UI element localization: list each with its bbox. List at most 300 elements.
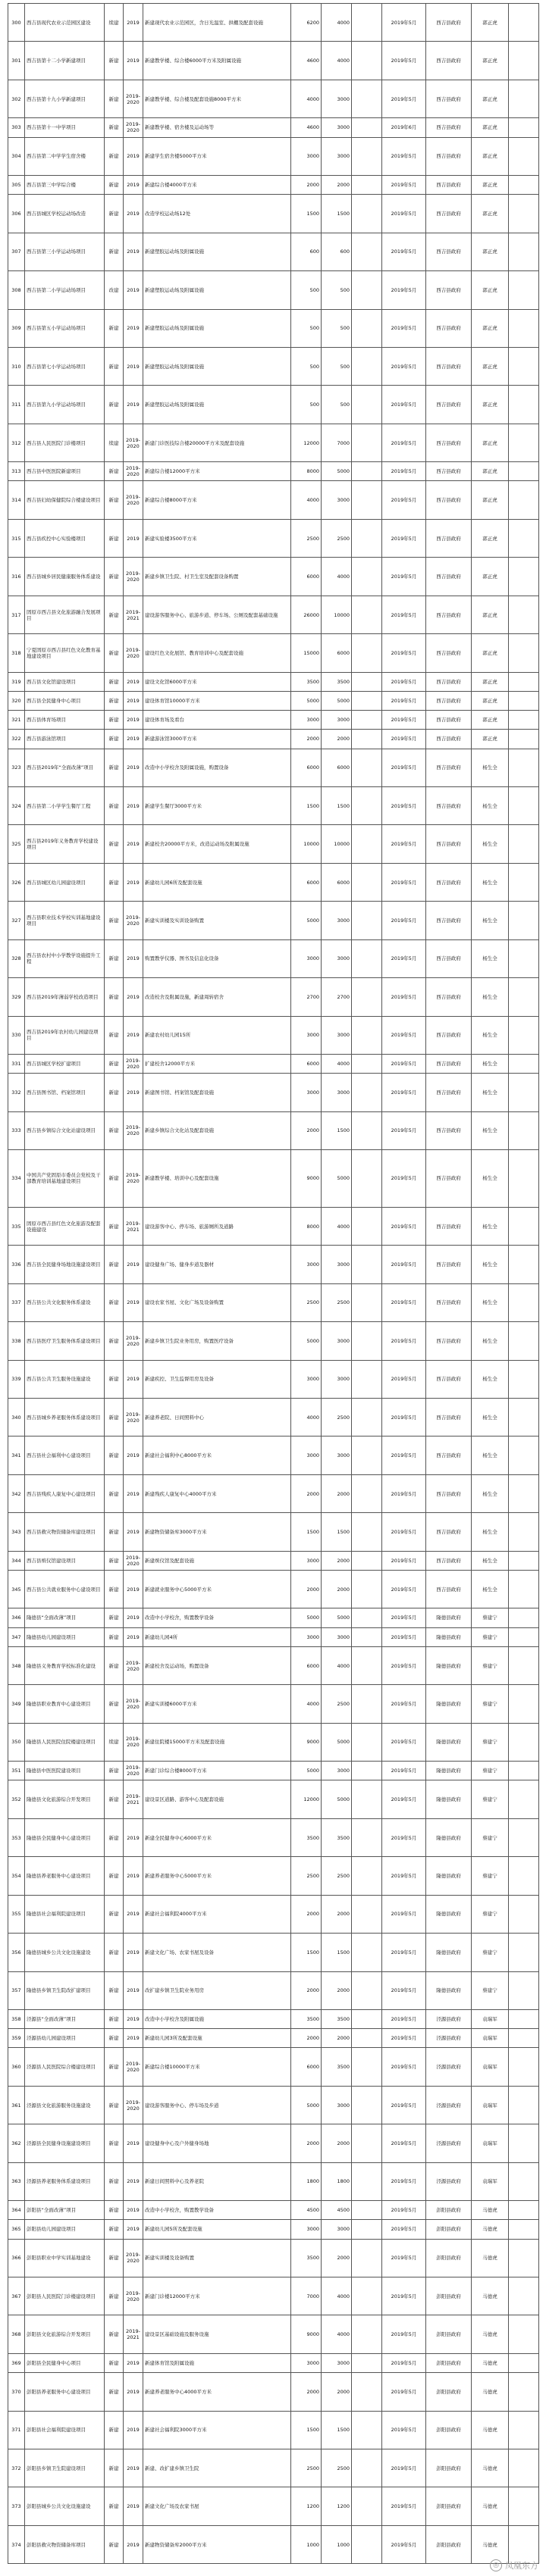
project-name: 西吉县图书馆、档案馆项目 [25, 1074, 105, 1111]
build-type: 新建 [105, 347, 124, 385]
build-period: 2019 [124, 1857, 143, 1895]
watermark [490, 2559, 538, 2571]
table-row [8, 1934, 539, 1971]
completed-investment [352, 2449, 382, 2487]
table-row [8, 80, 539, 117]
responsible-unit: 西吉县政府 [426, 1055, 472, 1074]
table-row [8, 1360, 539, 1398]
build-content: 建设游客中心、停车场、旅游厕所及道路 [143, 1207, 291, 1245]
blank-cell [509, 1436, 539, 1474]
build-type: 新建 [105, 1646, 124, 1684]
responsible-person: 郭正虎 [472, 730, 509, 749]
total-investment: 4600 [291, 118, 322, 137]
responsible-unit: 西吉县政府 [426, 939, 472, 977]
blank-cell [509, 1246, 539, 1283]
build-content: 新建实训楼6000平方米 [143, 1685, 291, 1723]
build-type: 新建 [105, 1283, 124, 1321]
total-investment: 15000 [291, 634, 322, 672]
build-content: 新建疾控、卫生监督用房及设备 [143, 1360, 291, 1398]
build-period: 2019-2020 [124, 1398, 143, 1436]
table-row [8, 1016, 539, 1054]
build-content: 新建全民健身中心6000平方米 [143, 1818, 291, 1856]
project-name: 泾源县“全面改薄”项目 [25, 2009, 105, 2028]
build-type: 新建 [105, 42, 124, 80]
build-content: 新建物资储备库3000平方米 [143, 1513, 291, 1551]
plan-investment: 500 [322, 386, 352, 424]
start-date: 2019年5月 [382, 1207, 426, 1245]
build-period: 2019-2020 [124, 1762, 143, 1780]
project-name: 隆德县养老服务中心建设项目 [25, 1857, 105, 1895]
blank-cell [509, 749, 539, 786]
table-row [8, 424, 539, 461]
responsible-person: 马德虎 [472, 2277, 509, 2315]
table-row [8, 634, 539, 672]
completed-investment [352, 2086, 382, 2124]
table-row [8, 2086, 539, 2124]
start-date: 2019年5月 [382, 1283, 426, 1321]
responsible-person: 杨生全 [472, 1322, 509, 1360]
responsible-unit: 隆德县政府 [426, 1895, 472, 1933]
responsible-unit: 隆德县政府 [426, 1857, 472, 1895]
start-date: 2019年5月 [382, 1857, 426, 1895]
table-row [8, 1207, 539, 1245]
build-type: 新建 [105, 2373, 124, 2411]
project-name: 泾源县幼儿园建设项目 [25, 2029, 105, 2048]
blank-cell [509, 1513, 539, 1551]
build-type: 新建 [105, 1436, 124, 1474]
responsible-person: 杨生全 [472, 749, 509, 786]
build-type: 新建 [105, 1016, 124, 1054]
table-row [8, 1723, 539, 1761]
completed-investment [352, 2239, 382, 2277]
start-date: 2019年5月 [382, 2009, 426, 2028]
table-row [8, 1627, 539, 1646]
row-number: 327 [8, 902, 25, 939]
row-number: 340 [8, 1398, 25, 1436]
total-investment: 2500 [291, 2449, 322, 2487]
plan-investment: 3000 [322, 1074, 352, 1111]
responsible-person: 马德虎 [472, 2487, 509, 2525]
build-period: 2019 [124, 386, 143, 424]
build-type: 续建 [105, 1723, 124, 1761]
total-investment: 8000 [291, 462, 322, 481]
completed-investment [352, 1283, 382, 1321]
blank-cell [509, 1646, 539, 1684]
row-number: 316 [8, 558, 25, 596]
total-investment: 2000 [291, 1570, 322, 1608]
responsible-person: 郭正虎 [472, 195, 509, 233]
plan-investment: 3000 [322, 2220, 352, 2239]
total-investment: 1500 [291, 2411, 322, 2449]
responsible-person: 蔡建宁 [472, 1608, 509, 1627]
table-row [8, 978, 539, 1016]
total-investment: 2000 [291, 1971, 322, 2009]
plan-investment: 2500 [322, 1283, 352, 1321]
responsible-unit: 泾源县政府 [426, 2048, 472, 2086]
responsible-person: 杨生全 [472, 786, 509, 824]
blank-cell [509, 1627, 539, 1646]
responsible-person: 袁瑞军 [472, 2162, 509, 2200]
row-number: 373 [8, 2487, 25, 2525]
completed-investment [352, 1111, 382, 1149]
blank-cell [509, 863, 539, 901]
build-type: 新建 [105, 519, 124, 557]
build-period: 2019 [124, 2353, 143, 2372]
plan-investment: 3000 [322, 711, 352, 730]
start-date: 2019年5月 [382, 2029, 426, 2048]
completed-investment [352, 1436, 382, 1474]
table-row [8, 1055, 539, 1074]
completed-investment [352, 519, 382, 557]
blank-cell [509, 634, 539, 672]
build-period: 2019 [124, 672, 143, 691]
blank-cell [509, 1780, 539, 1818]
build-period: 2019-2020 [124, 2048, 143, 2086]
responsible-person: 蔡建宁 [472, 1627, 509, 1646]
build-content: 改造中小学校舍及附属设施，购置设备 [143, 749, 291, 786]
responsible-unit: 泾源县政府 [426, 2009, 472, 2028]
build-period: 2019-2020 [124, 1055, 143, 1074]
build-period: 2019 [124, 2411, 143, 2449]
build-period: 2019 [124, 978, 143, 1016]
start-date: 2019年6月 [382, 118, 426, 137]
completed-investment [352, 1570, 382, 1608]
blank-cell [509, 137, 539, 175]
blank-cell [509, 1074, 539, 1111]
row-number: 320 [8, 691, 25, 710]
blank-cell [509, 558, 539, 596]
plan-investment: 2000 [322, 1895, 352, 1933]
plan-investment: 3000 [322, 481, 352, 519]
build-period: 2019-2020 [124, 1685, 143, 1723]
blank-cell [509, 1283, 539, 1321]
responsible-person: 蔡建宁 [472, 1685, 509, 1723]
build-content: 新建实训楼及实训设备购置 [143, 902, 291, 939]
responsible-unit: 西吉县政府 [426, 462, 472, 481]
total-investment: 500 [291, 309, 322, 347]
completed-investment [352, 175, 382, 194]
responsible-unit: 西吉县政府 [426, 424, 472, 461]
responsible-person: 袁瑞军 [472, 2124, 509, 2162]
total-investment: 2000 [291, 2029, 322, 2048]
completed-investment [352, 939, 382, 977]
responsible-person: 郭正虎 [472, 118, 509, 137]
responsible-person: 蔡建宁 [472, 1646, 509, 1684]
project-name: 西吉县现代农业示范园区建设 [25, 4, 105, 42]
project-name: 泾源县文化旅游服务设施建设 [25, 2086, 105, 2124]
responsible-person: 郭正虎 [472, 347, 509, 385]
blank-cell [509, 691, 539, 710]
start-date: 2019年5月 [382, 1780, 426, 1818]
responsible-unit: 西吉县政府 [426, 1150, 472, 1208]
responsible-unit: 西吉县政府 [426, 271, 472, 309]
build-content: 新建综合楼12000平方米 [143, 462, 291, 481]
row-number: 311 [8, 386, 25, 424]
row-number: 304 [8, 137, 25, 175]
build-type: 新建 [105, 1398, 124, 1436]
row-number: 313 [8, 462, 25, 481]
responsible-unit: 隆德县政府 [426, 1818, 472, 1856]
build-type: 新建 [105, 386, 124, 424]
total-investment: 6000 [291, 1646, 322, 1684]
project-name: 隆德县乡镇卫生院改扩建项目 [25, 1971, 105, 2009]
responsible-unit: 西吉县政府 [426, 596, 472, 633]
table-row [8, 2411, 539, 2449]
responsible-person: 郭正虎 [472, 691, 509, 710]
responsible-person: 郭正虎 [472, 711, 509, 730]
total-investment: 6000 [291, 2048, 322, 2086]
blank-cell [509, 4, 539, 42]
start-date: 2019年5月 [382, 1762, 426, 1780]
row-number: 330 [8, 1016, 25, 1054]
blank-cell [509, 1207, 539, 1245]
plan-investment: 4000 [322, 2315, 352, 2353]
responsible-person: 马德虎 [472, 2353, 509, 2372]
build-period: 2019 [124, 2009, 143, 2028]
responsible-person: 马德虎 [472, 2239, 509, 2277]
blank-cell [509, 118, 539, 137]
build-type: 新建 [105, 691, 124, 710]
blank-cell [509, 2162, 539, 2200]
responsible-unit: 西吉县政府 [426, 634, 472, 672]
build-type: 新建 [105, 2353, 124, 2372]
completed-investment [352, 2162, 382, 2200]
project-table [8, 3, 539, 2564]
blank-cell [509, 1551, 539, 1570]
start-date: 2019年5月 [382, 424, 426, 461]
plan-investment: 3000 [322, 1360, 352, 1398]
table-row [8, 137, 539, 175]
blank-cell [509, 978, 539, 1016]
start-date: 2019年5月 [382, 1627, 426, 1646]
row-number: 368 [8, 2315, 25, 2353]
project-name: 彭阳县人民医院门诊楼建设项目 [25, 2277, 105, 2315]
blank-cell [509, 1570, 539, 1608]
start-date: 2019年5月 [382, 1513, 426, 1551]
responsible-person: 郭正虎 [472, 424, 509, 461]
start-date: 2019年5月 [382, 175, 426, 194]
build-type: 新建 [105, 1818, 124, 1856]
responsible-person: 郭正虎 [472, 634, 509, 672]
row-number: 353 [8, 1818, 25, 1856]
build-period: 2019 [124, 1818, 143, 1856]
responsible-person: 杨生全 [472, 1474, 509, 1512]
row-number: 366 [8, 2239, 25, 2277]
total-investment: 8000 [291, 1207, 322, 1245]
build-content: 新建综合楼4000平方米 [143, 175, 291, 194]
project-name: 泾源县人民医院综合楼建设项目 [25, 2048, 105, 2086]
completed-investment [352, 1934, 382, 1971]
row-number: 354 [8, 1857, 25, 1895]
total-investment: 4000 [291, 80, 322, 117]
row-number: 358 [8, 2009, 25, 2028]
build-period: 2019 [124, 271, 143, 309]
plan-investment: 2000 [322, 730, 352, 749]
build-type: 新建 [105, 1246, 124, 1283]
build-type: 新建 [105, 80, 124, 117]
row-number: 359 [8, 2029, 25, 2048]
project-name: 西吉县中医医院新建项目 [25, 462, 105, 481]
build-content: 新建社会福利中心8000平方米 [143, 1436, 291, 1474]
build-period: 2019 [124, 1246, 143, 1283]
total-investment: 3500 [291, 2009, 322, 2028]
total-investment: 6000 [291, 558, 322, 596]
start-date: 2019年5月 [382, 749, 426, 786]
row-number: 319 [8, 672, 25, 691]
plan-investment: 3500 [322, 1818, 352, 1856]
build-content: 新建学生宿舍楼5000平方米 [143, 137, 291, 175]
plan-investment: 1500 [322, 2411, 352, 2449]
build-content: 新建教学楼、宿舍楼及运动场等 [143, 118, 291, 137]
responsible-person: 杨生全 [472, 1016, 509, 1054]
project-name: 隆德县文化旅游综合开发项目 [25, 1780, 105, 1818]
start-date: 2019年5月 [382, 672, 426, 691]
completed-investment [352, 711, 382, 730]
plan-investment: 4000 [322, 1207, 352, 1245]
blank-cell [509, 1111, 539, 1149]
total-investment: 1500 [291, 786, 322, 824]
plan-investment: 2000 [322, 2239, 352, 2277]
project-name: 西吉县全民健身场地设施建设项目 [25, 1246, 105, 1283]
build-content: 新建乡镇卫生院、村卫生室及配套设备购置 [143, 558, 291, 596]
responsible-person: 郭正虎 [472, 271, 509, 309]
build-period: 2019 [124, 42, 143, 80]
project-name: 西吉县2019年农村幼儿园建设项目 [25, 1016, 105, 1054]
build-period: 2019-2020 [124, 424, 143, 461]
build-content: 新建教学楼、综合楼6000平方米及附属设施 [143, 42, 291, 80]
build-period: 2019-2020 [124, 1723, 143, 1761]
build-period: 2019 [124, 1283, 143, 1321]
plan-investment: 2500 [322, 1685, 352, 1723]
build-content: 新建残疾人康复中心4000平方米 [143, 1474, 291, 1512]
table-row [8, 1436, 539, 1474]
row-number: 312 [8, 424, 25, 461]
completed-investment [352, 902, 382, 939]
row-number: 308 [8, 271, 25, 309]
table-row [8, 1111, 539, 1149]
total-investment: 6000 [291, 1055, 322, 1074]
project-name: 隆德县义务教育学校标准化建设 [25, 1646, 105, 1684]
start-date: 2019年5月 [382, 2525, 426, 2563]
build-content: 新建乡镇综合文化站及配套设施 [143, 1111, 291, 1149]
row-number: 345 [8, 1570, 25, 1608]
project-name: 西吉县城区学校运动场改造 [25, 195, 105, 233]
total-investment: 2000 [291, 2124, 322, 2162]
blank-cell [509, 730, 539, 749]
build-period: 2019-2021 [124, 2315, 143, 2353]
build-type: 改建 [105, 271, 124, 309]
responsible-unit: 泾源县政府 [426, 2124, 472, 2162]
table-row [8, 2449, 539, 2487]
table-row [8, 825, 539, 863]
row-number: 344 [8, 1551, 25, 1570]
responsible-person: 郭正虎 [472, 519, 509, 557]
build-type: 新建 [105, 1474, 124, 1512]
start-date: 2019年5月 [382, 2086, 426, 2124]
start-date: 2019年5月 [382, 1150, 426, 1208]
blank-cell [509, 902, 539, 939]
build-type: 新建 [105, 902, 124, 939]
project-name: 西吉县第七小学运动场项目 [25, 347, 105, 385]
responsible-person: 杨生全 [472, 1246, 509, 1283]
responsible-person: 杨生全 [472, 863, 509, 901]
plan-investment: 4500 [322, 2201, 352, 2220]
responsible-person: 郭正虎 [472, 80, 509, 117]
row-number: 363 [8, 2162, 25, 2200]
project-name: 隆德县人民医院住院楼建设项目 [25, 1723, 105, 1761]
table-row [8, 1150, 539, 1208]
responsible-person: 蔡建宁 [472, 1762, 509, 1780]
build-type: 新建 [105, 1513, 124, 1551]
responsible-person: 马德虎 [472, 2525, 509, 2563]
table-row [8, 2220, 539, 2239]
table-row [8, 347, 539, 385]
total-investment: 4000 [291, 481, 322, 519]
build-content: 建设农家书屋、文化广场及设备购置 [143, 1283, 291, 1321]
start-date: 2019年5月 [382, 2487, 426, 2525]
total-investment: 600 [291, 233, 322, 270]
responsible-person: 郭正虎 [472, 481, 509, 519]
total-investment: 2000 [291, 1895, 322, 1933]
responsible-person: 杨生全 [472, 1551, 509, 1570]
total-investment: 9000 [291, 2315, 322, 2353]
responsible-unit: 西吉县政府 [426, 233, 472, 270]
responsible-unit: 西吉县政府 [426, 386, 472, 424]
plan-investment: 1500 [322, 1111, 352, 1149]
blank-cell [509, 2487, 539, 2525]
build-content: 改造中小学校舍，购置教学设备 [143, 2201, 291, 2220]
total-investment: 6200 [291, 4, 322, 42]
build-period: 2019 [124, 2449, 143, 2487]
responsible-unit: 彭阳县政府 [426, 2315, 472, 2353]
build-content: 新建文化广场、农家书屋及设备 [143, 1934, 291, 1971]
plan-investment: 2000 [322, 2029, 352, 2048]
completed-investment [352, 825, 382, 863]
start-date: 2019年5月 [382, 309, 426, 347]
row-number: 369 [8, 2353, 25, 2372]
build-type: 新建 [105, 2201, 124, 2220]
blank-cell [509, 1055, 539, 1074]
build-content: 建设体育场及看台 [143, 711, 291, 730]
start-date: 2019年5月 [382, 462, 426, 481]
project-name: 西吉县游泳馆项目 [25, 730, 105, 749]
build-period: 2019 [124, 2029, 143, 2048]
total-investment: 12000 [291, 424, 322, 461]
build-type: 新建 [105, 2124, 124, 2162]
start-date: 2019年5月 [382, 1016, 426, 1054]
row-number: 305 [8, 175, 25, 194]
blank-cell [509, 2048, 539, 2086]
build-period: 2019 [124, 2124, 143, 2162]
plan-investment: 5000 [322, 1723, 352, 1761]
responsible-unit: 西吉县政府 [426, 730, 472, 749]
row-number: 309 [8, 309, 25, 347]
blank-cell [509, 42, 539, 80]
project-name: 彭阳县城乡公共文化设施建设 [25, 2487, 105, 2525]
responsible-person: 郭正虎 [472, 386, 509, 424]
build-content: 新建塑胶运动场及附属设施 [143, 309, 291, 347]
total-investment: 3500 [291, 1818, 322, 1856]
responsible-unit: 彭阳县政府 [426, 2239, 472, 2277]
row-number: 300 [8, 4, 25, 42]
total-investment: 500 [291, 347, 322, 385]
responsible-unit: 西吉县政府 [426, 711, 472, 730]
build-content: 新建体育馆及附属设施 [143, 2353, 291, 2372]
project-name: 西吉县城区幼儿园建设项目 [25, 863, 105, 901]
blank-cell [509, 1971, 539, 2009]
start-date: 2019年5月 [382, 1111, 426, 1149]
start-date: 2019年5月 [382, 2411, 426, 2449]
